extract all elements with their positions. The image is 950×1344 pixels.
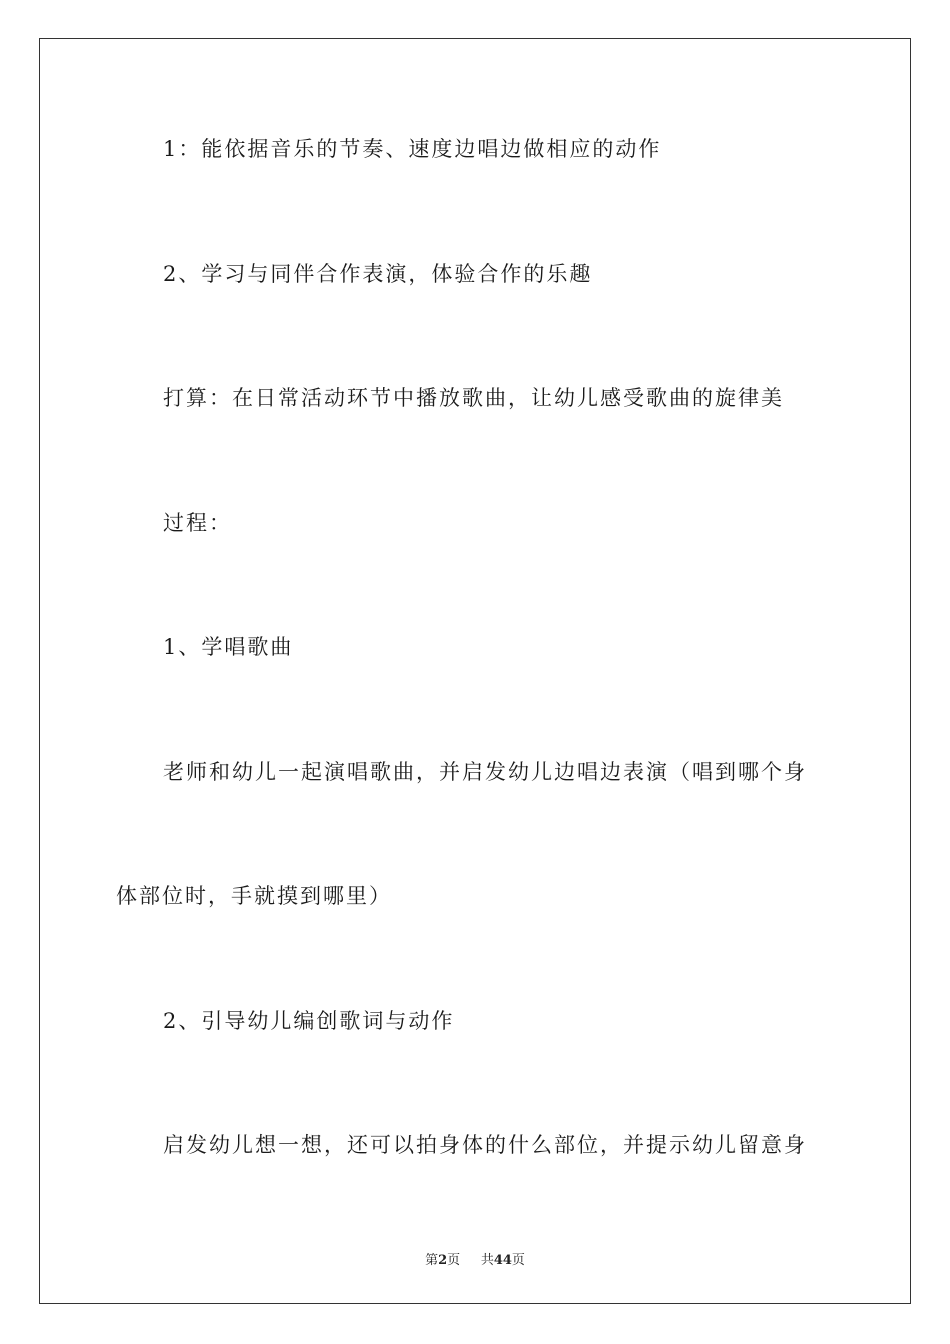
page-number: 第2页: [425, 1253, 461, 1268]
paragraph-line-9: 启发幼儿想一想，还可以拍身体的什么部位，并提示幼儿留意身: [163, 1133, 807, 1157]
page-footer: [0, 1249, 950, 1268]
paragraph-line-6: 老师和幼儿一起演唱歌曲，并启发幼儿边唱边表演（唱到哪个身: [163, 760, 807, 784]
paragraph-line-4: 过程：: [163, 511, 232, 535]
paragraph-line-3: 打算：在日常活动环节中播放歌曲，让幼儿感受歌曲的旋律美: [163, 386, 784, 410]
paragraph-line-5: 1、学唱歌曲: [163, 635, 294, 659]
page-total: 共44页: [480, 1253, 525, 1268]
paragraph-line-8: 2、引导幼儿编创歌词与动作: [163, 1009, 455, 1033]
paragraph-line-2: 2、学习与同伴合作表演，体验合作的乐趣: [163, 262, 593, 286]
page-frame: [39, 38, 911, 1304]
paragraph-line-1: 1：能依据音乐的节奏、速度边唱边做相应的动作: [163, 137, 662, 161]
paragraph-line-7: 体部位时，手就摸到哪里）: [116, 884, 392, 908]
